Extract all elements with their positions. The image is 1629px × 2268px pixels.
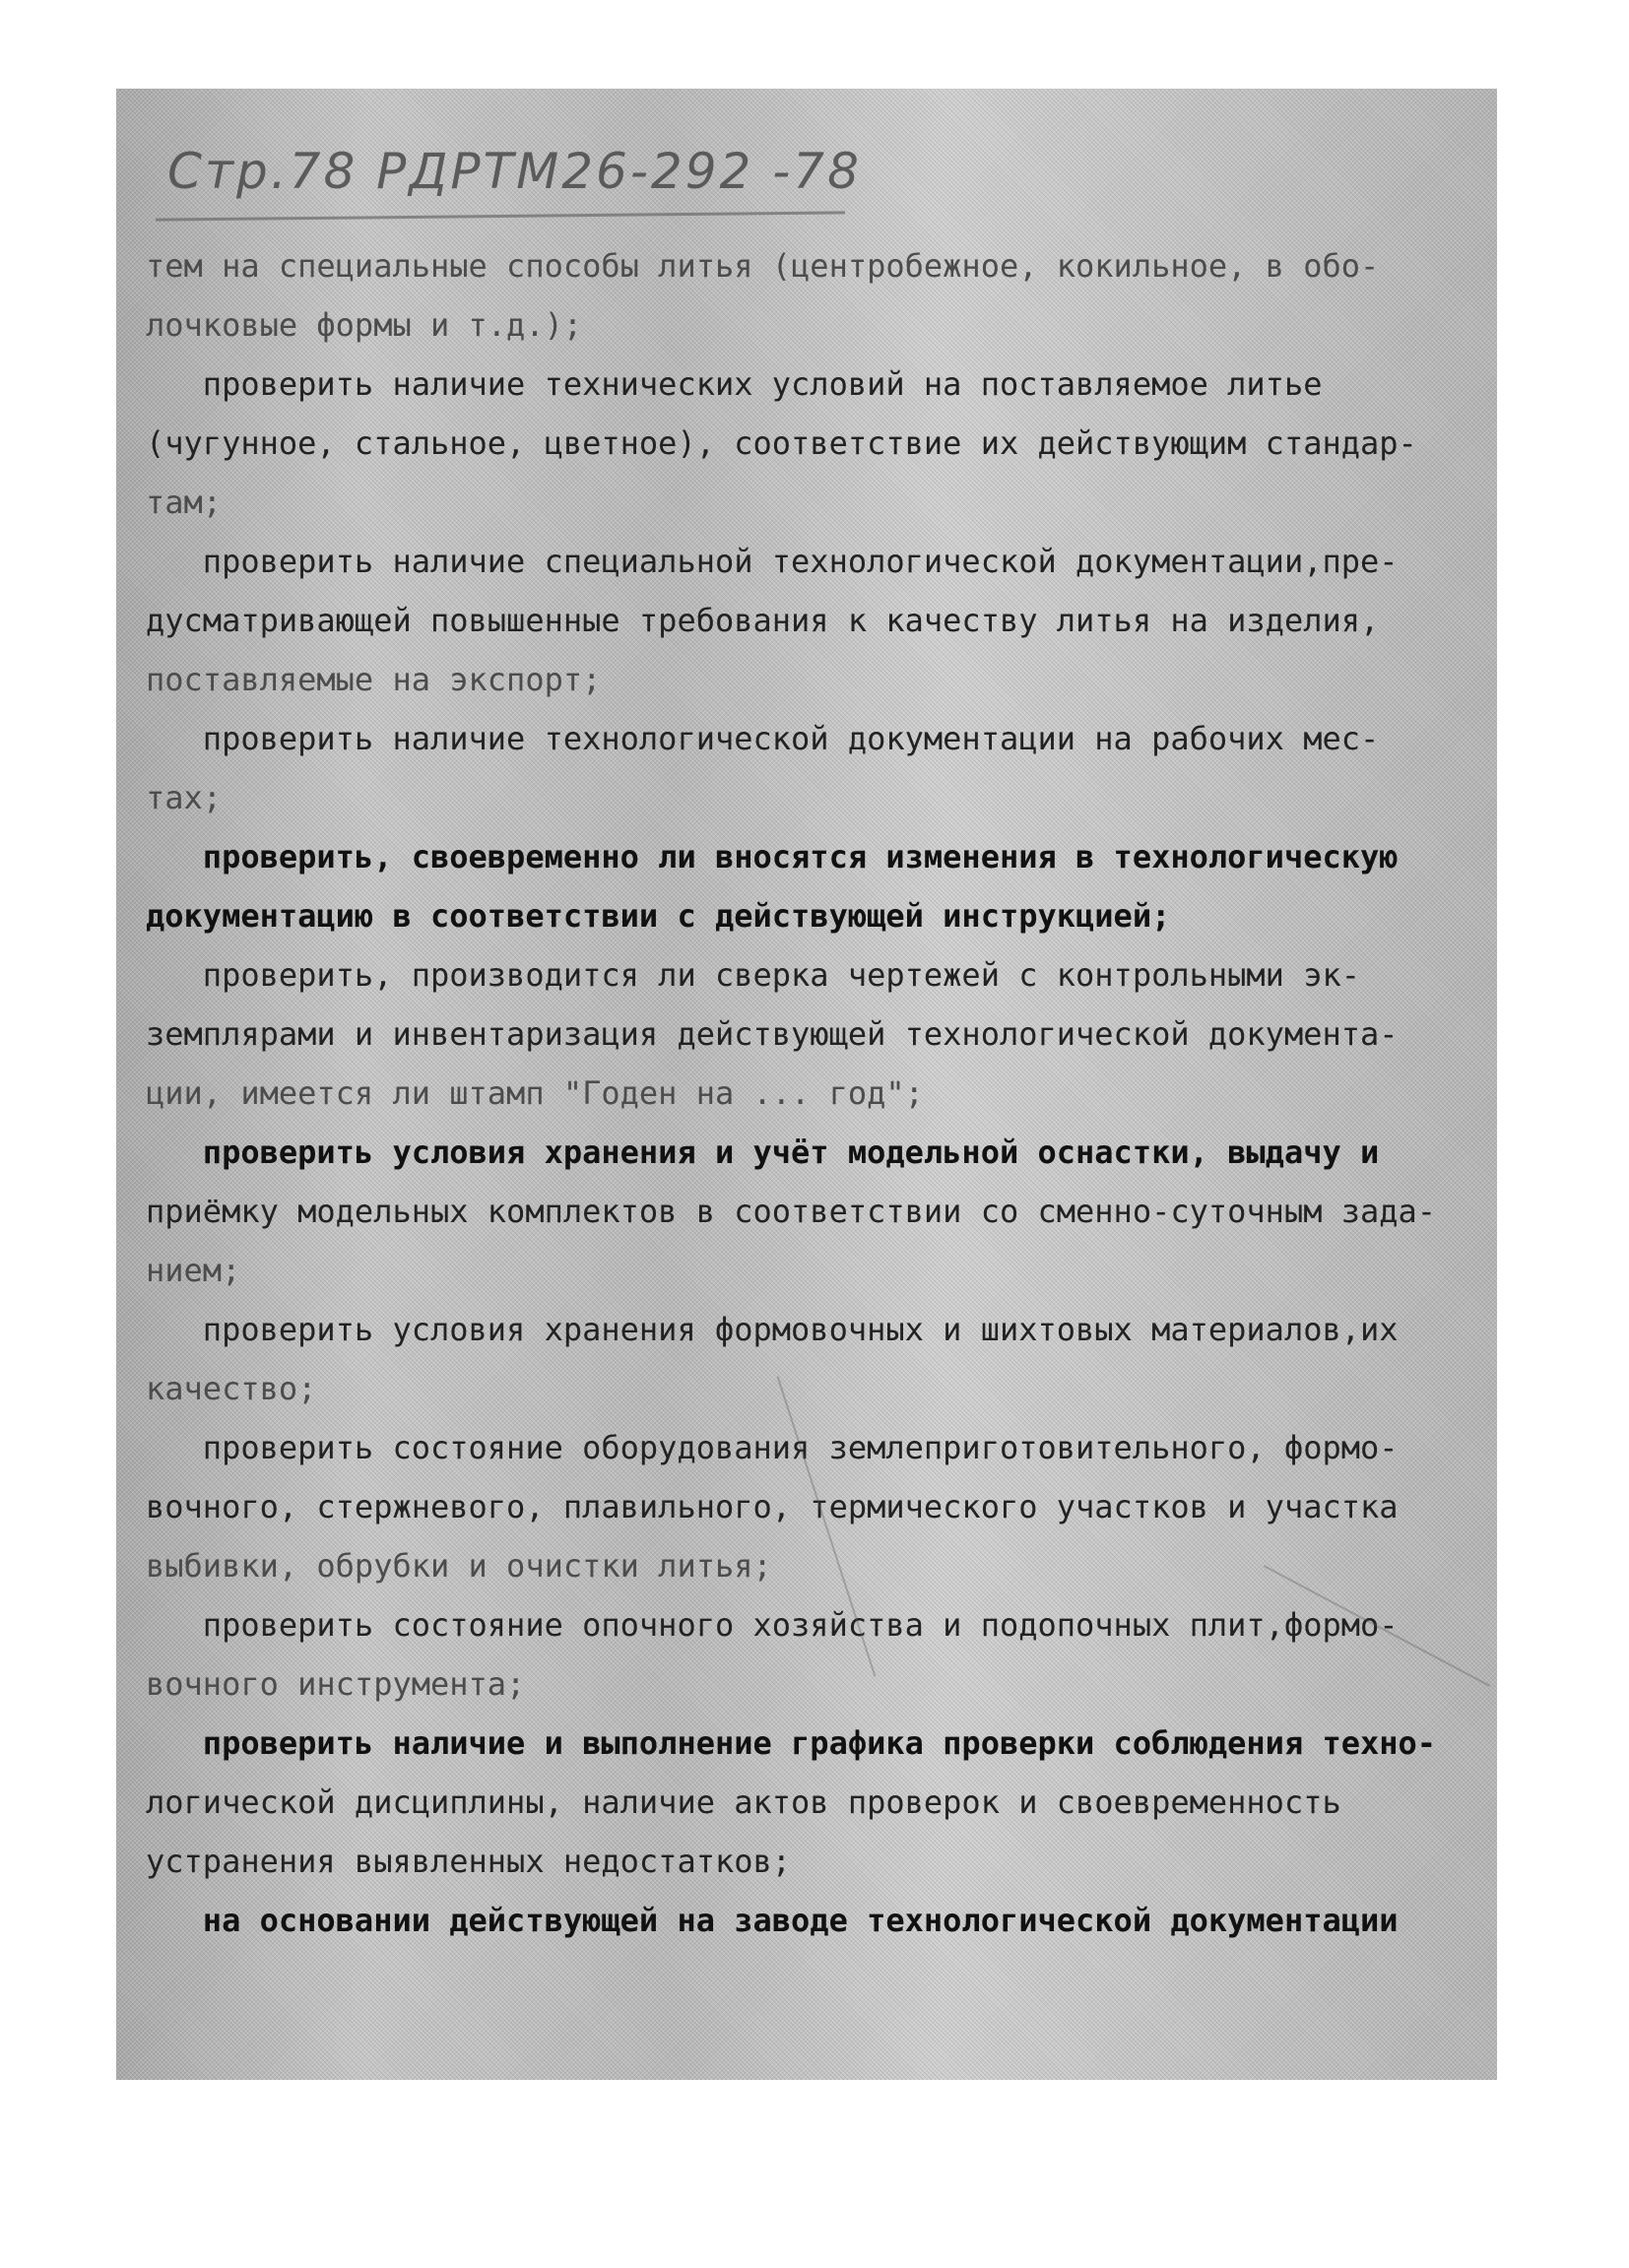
text-line: проверить состояние опочного хозяйства и подопочных плит,формо- bbox=[146, 1606, 1399, 1644]
text-line: проверить состояние оборудования землеприготовительного, формо- bbox=[146, 1429, 1399, 1466]
text-line: на основании действующей на заводе технологической документации bbox=[146, 1902, 1399, 1939]
text-line: ции, имеется ли штамп "Годен на ... год"; bbox=[146, 1074, 924, 1112]
page-header: Стр.78 РДРТМ26-292 -78 bbox=[167, 143, 862, 200]
text-line: логической дисциплины, наличие актов проверок и своевременность bbox=[146, 1783, 1341, 1821]
text-line: (чугунное, стальное, цветное), соответствие их действующим стандар- bbox=[146, 424, 1417, 462]
text-line: документацию в соответствии с действующей инструкцией; bbox=[146, 897, 1171, 935]
text-line: проверить, своевременно ли вносятся изменения в технологическую bbox=[146, 838, 1399, 875]
text-line: проверить наличие и выполнение графика проверки соблюдения техно- bbox=[146, 1724, 1437, 1762]
text-line: приёмку модельных комплектов в соответствии со сменно-суточным зада- bbox=[146, 1193, 1437, 1230]
text-line: дусматривающей повышенные требования к качеству литья на изделия, bbox=[146, 602, 1380, 639]
text-line: проверить условия хранения и учёт модельной оснастки, выдачу и bbox=[146, 1134, 1380, 1171]
scanned-page bbox=[116, 89, 1497, 2080]
text-line: тем на специальные способы литья (центробежное, кокильное, в обо- bbox=[146, 247, 1380, 285]
text-line: земплярами и инвентаризация действующей технологической документа- bbox=[146, 1015, 1399, 1053]
text-line: качество; bbox=[146, 1370, 317, 1407]
text-line: устранения выявленных недостатков; bbox=[146, 1843, 792, 1880]
text-line: поставляемые на экспорт; bbox=[146, 661, 602, 698]
text-line: там; bbox=[146, 484, 223, 521]
text-line: нием; bbox=[146, 1252, 241, 1289]
text-line: проверить наличие специальной технологической документации,пре- bbox=[146, 543, 1399, 580]
text-line: лочковые формы и т.д.); bbox=[146, 306, 583, 344]
body-text bbox=[146, 236, 1495, 1950]
text-line: проверить наличие технических условий на поставляемое литье bbox=[146, 365, 1323, 403]
text-line: вочного инструмента; bbox=[146, 1665, 526, 1703]
text-line: проверить условия хранения формовочных и шихтовых материалов,их bbox=[146, 1311, 1399, 1348]
text-line: проверить, производится ли сверка чертежей с контрольными эк- bbox=[146, 956, 1360, 994]
text-line: тах; bbox=[146, 779, 223, 816]
text-line: выбивки, обрубки и очистки литья; bbox=[146, 1547, 772, 1585]
text-line: вочного, стержневого, плавильного, термического участков и участка bbox=[146, 1488, 1399, 1525]
header-underline bbox=[156, 211, 845, 221]
text-line: проверить наличие технологической документации на рабочих мес- bbox=[146, 720, 1380, 757]
